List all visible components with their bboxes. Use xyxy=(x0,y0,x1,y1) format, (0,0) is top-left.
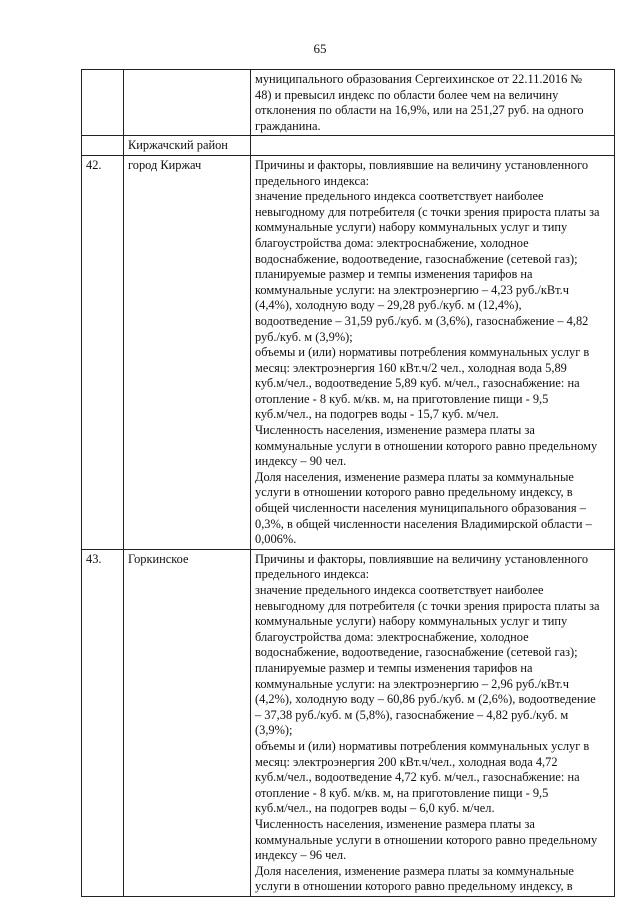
text-line: муниципального образования Сергеихинское от 22.11.2016 № xyxy=(255,72,583,86)
text-line: 48) и превысил индекс по области более чем на величину xyxy=(255,87,559,102)
text-line: куб.м/чел., на подогрев воды – 6,0 куб. м/чел. xyxy=(255,801,495,816)
text-line: невыгодному для потребителя (с точки зрения прироста платы за xyxy=(255,598,600,613)
text-line: куб.м/чел., водоотведение 4,72 куб. м/чел., газоснабжение: на xyxy=(255,770,580,785)
text-line: индексу – 96 чел. xyxy=(255,848,347,863)
row-number: 42. xyxy=(82,155,124,549)
text-line: индексу – 90 чел. xyxy=(255,454,347,469)
text-line: предельного индекса: xyxy=(255,173,370,188)
text-line: Доля населения, изменение размера платы за коммунальные xyxy=(255,469,574,484)
description-cell xyxy=(251,136,615,156)
text-line: коммунальные услуги) набору коммунальных услуг и типу xyxy=(255,614,568,629)
text-line: месяц: электроэнергия 200 кВт.ч/чел., холодная вода 4,72 xyxy=(255,754,558,769)
text-line: предельного индекса: xyxy=(255,567,370,582)
text-line: Численность населения, изменение размера платы за xyxy=(255,423,535,438)
text-line: общей численности населения муниципального образования – xyxy=(255,501,586,516)
number-cell xyxy=(82,136,124,156)
text-line: водоснабжение, водоотведение, газоснабжение (сетевой газ); xyxy=(255,645,578,660)
page-number: 65 xyxy=(313,41,327,56)
municipality-name: Горкинское xyxy=(124,549,251,896)
continuation-row xyxy=(82,70,615,136)
text-line: 0,3%, в общей численности населения Владимирской области – xyxy=(255,516,592,531)
text-line: (4,2%), холодную воду – 60,86 руб./куб. м (2,6%), водоотведение xyxy=(255,692,596,707)
text-line: благоустройства дома: электроснабжение, холодное xyxy=(255,629,529,644)
text-line: Численность населения, изменение размера платы за xyxy=(255,816,535,831)
text-line: планируемые размер и темпы изменения тарифов на xyxy=(255,660,533,675)
description-cell xyxy=(251,70,615,136)
text-line: – 37,38 руб./куб. м (5,8%), газоснабжение – 4,82 руб./куб. м xyxy=(255,707,569,722)
row-number: 43. xyxy=(82,549,124,896)
text-line: значение предельного индекса соответствует наиболее xyxy=(255,189,544,204)
table-row xyxy=(82,155,615,549)
text-line: (4,4%), холодную воду – 29,28 руб./куб. м (12,4%), xyxy=(255,298,522,313)
description-cell xyxy=(251,155,615,549)
text-line: коммунальные услуги: на электроэнергию – 2,96 руб./кВт.ч xyxy=(255,676,569,691)
district-name: Киржачский район xyxy=(124,136,251,156)
text-line: руб./куб. м (3,9%); xyxy=(255,329,353,344)
text-line: отопление - 8 куб. м/кв. м, на приготовление пищи - 9,5 xyxy=(255,391,549,406)
table-row xyxy=(82,549,615,896)
text-line: объемы и (или) нормативы потребления коммунальных услуг в xyxy=(255,738,590,753)
text-line: услуги в отношении которого равно предельному индексу, в xyxy=(255,879,573,894)
text-line: куб.м/чел., на подогрев воды - 15,7 куб. м/чел. xyxy=(255,407,499,422)
text-line: месяц: электроэнергия 160 кВт.ч/2 чел., холодная вода 5,89 xyxy=(255,360,567,375)
text-line: (3,9%); xyxy=(255,723,293,738)
text-line: коммунальные услуги в отношении которого равно предельному xyxy=(255,832,598,847)
text-line: услуги в отношении которого равно предельному индексу, в xyxy=(255,485,573,500)
text-line: Доля населения, изменение размера платы за коммунальные xyxy=(255,863,574,878)
text-line: значение предельного индекса соответствует наиболее xyxy=(255,583,544,597)
description-cell xyxy=(251,549,615,896)
text-line: благоустройства дома: электроснабжение, холодное xyxy=(255,235,529,250)
municipality-name: город Киржач xyxy=(124,155,251,549)
text-line: отопление - 8 куб. м/кв. м, на приготовление пищи - 9,5 xyxy=(255,785,549,800)
text-line: объемы и (или) нормативы потребления коммунальных услуг в xyxy=(255,345,590,360)
number-cell xyxy=(82,70,124,136)
text-line: коммунальные услуги: на электроэнергию – 4,23 руб./кВт.ч xyxy=(255,282,569,297)
text-line: Причины и факторы, повлиявшие на величину установленного xyxy=(255,157,589,172)
text-line: 0,006%. xyxy=(255,532,297,547)
text-line: коммунальные услуги в отношении которого равно предельному xyxy=(255,438,598,453)
text-line: водоотведение – 31,59 руб./куб. м (3,6%), газоснабжение – 4,82 xyxy=(255,313,589,328)
text-line: коммунальные услуги) набору коммунальных услуг и типу xyxy=(255,220,568,235)
text-line: Причины и факторы, повлиявшие на величину установленного xyxy=(255,551,589,566)
text-line: куб.м/чел., водоотведение 5,89 куб. м/чел., газоснабжение: на xyxy=(255,376,580,391)
municipal-index-table xyxy=(81,69,615,897)
text-line: водоснабжение, водоотведение, газоснабжение (сетевой газ); xyxy=(255,251,578,266)
text-line: гражданина. xyxy=(255,118,321,133)
text-line: отклонения по области на 16,9%, или на 251,27 руб. на одного xyxy=(255,103,584,118)
name-cell xyxy=(124,70,251,136)
text-line: планируемые размер и темпы изменения тарифов на xyxy=(255,267,533,282)
district-row xyxy=(82,136,615,156)
text-line: невыгодному для потребителя (с точки зрения прироста платы за xyxy=(255,204,600,219)
